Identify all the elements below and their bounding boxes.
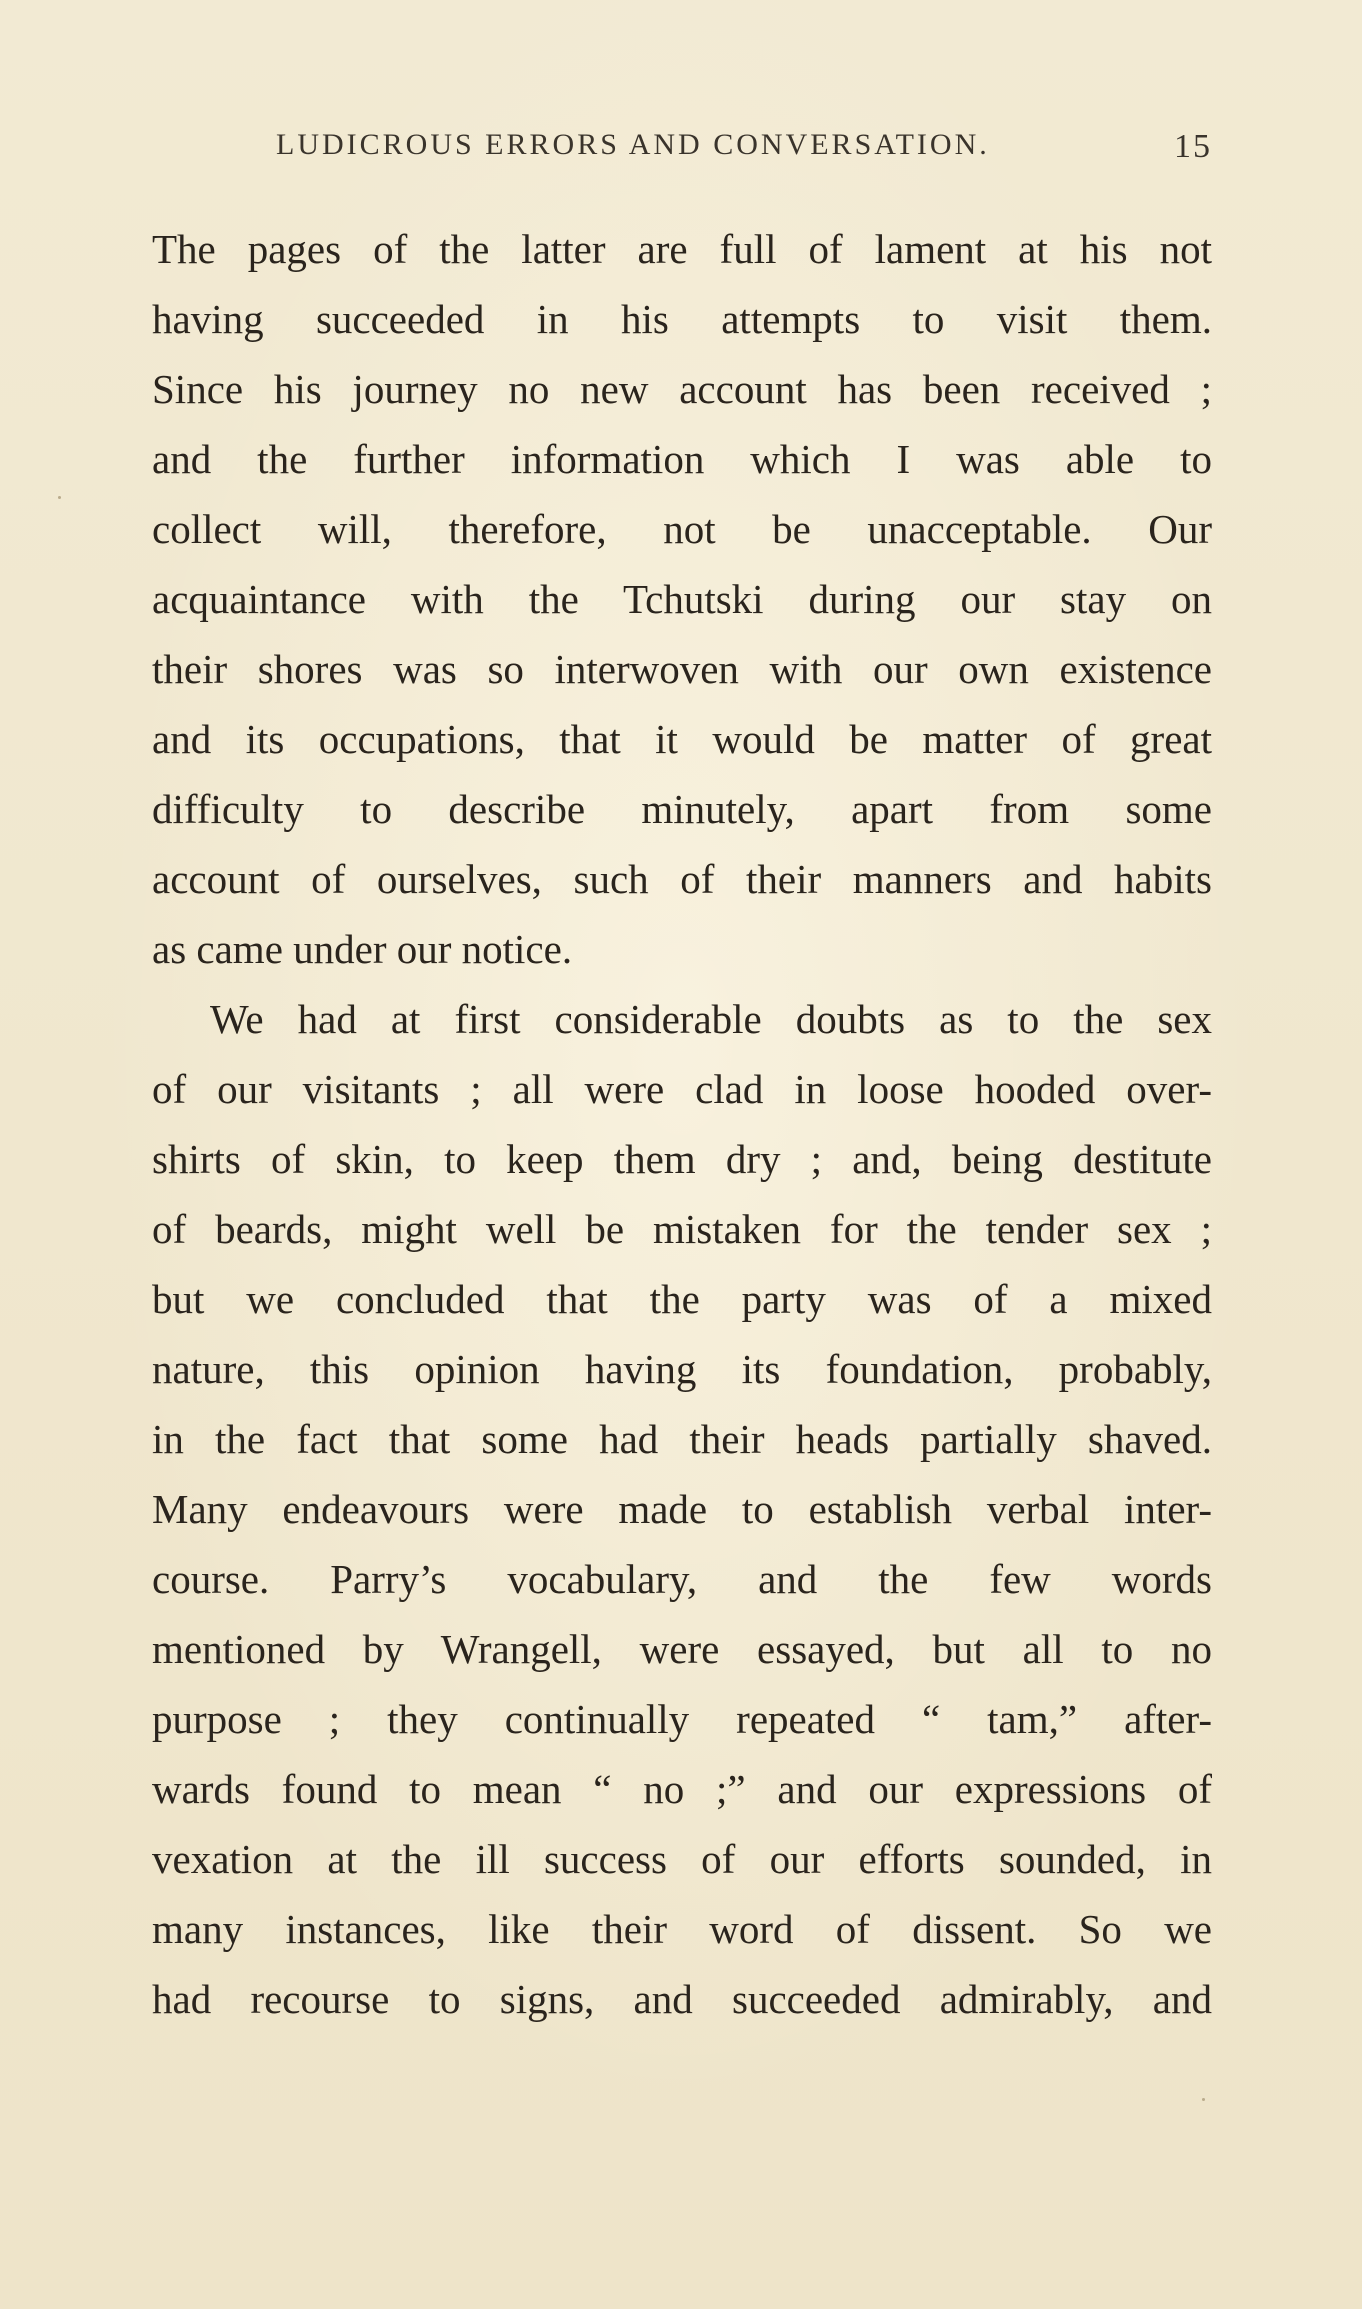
text-line: The pages of the latter are full of lament at his not xyxy=(152,226,1212,272)
paper-speck xyxy=(1202,2098,1205,2101)
paper-speck xyxy=(58,496,61,499)
page-number: 15 xyxy=(1174,128,1212,165)
text-line: and the further information which I was able to xyxy=(152,436,1212,482)
text-line: course. Parry’s vocabulary, and the few words xyxy=(152,1556,1212,1602)
text-line: of our visitants ; all were clad in loose hooded over- xyxy=(152,1066,1212,1112)
text-line: many instances, like their word of dissent. So we xyxy=(152,1906,1212,1952)
text-line: nature, this opinion having its foundation, probably, xyxy=(152,1346,1212,1392)
text-line: having succeeded in his attempts to visit them. xyxy=(152,296,1212,342)
paragraph-end-line: as came under our notice. xyxy=(152,926,573,972)
text-line: vexation at the ill success of our efforts sounded, in xyxy=(152,1836,1212,1882)
text-line: Since his journey no new account has been received ; xyxy=(152,366,1212,412)
text-line: difficulty to describe minutely, apart from some xyxy=(152,786,1212,832)
text-line: Many endeavours were made to establish verbal inter- xyxy=(152,1486,1212,1532)
text-line: collect will, therefore, not be unacceptable. Our xyxy=(152,506,1212,552)
text-line: and its occupations, that it would be matter of great xyxy=(152,716,1212,762)
paragraph-start-line: We had at first considerable doubts as to the sex xyxy=(210,996,1212,1042)
text-line: wards found to mean “ no ;” and our expressions of xyxy=(152,1766,1212,1812)
text-line: had recourse to signs, and succeeded admirably, and xyxy=(152,1976,1212,2022)
text-line: of beards, might well be mistaken for the tender sex ; xyxy=(152,1206,1212,1252)
body-text xyxy=(152,214,1212,2034)
running-head xyxy=(276,128,1212,172)
text-line: but we concluded that the party was of a mixed xyxy=(152,1276,1212,1322)
text-line: acquaintance with the Tchutski during our stay on xyxy=(152,576,1212,622)
text-line: mentioned by Wrangell, were essayed, but all to no xyxy=(152,1626,1212,1672)
text-line: account of ourselves, such of their manners and habits xyxy=(152,856,1212,902)
text-line: shirts of skin, to keep them dry ; and, being destitute xyxy=(152,1136,1212,1182)
text-line: in the fact that some had their heads partially shaved. xyxy=(152,1416,1212,1462)
text-line: their shores was so interwoven with our own existence xyxy=(152,646,1212,692)
running-title: LUDICROUS ERRORS AND CONVERSATION. xyxy=(276,128,990,161)
text-line: purpose ; they continually repeated “ tam,” after- xyxy=(152,1696,1212,1742)
